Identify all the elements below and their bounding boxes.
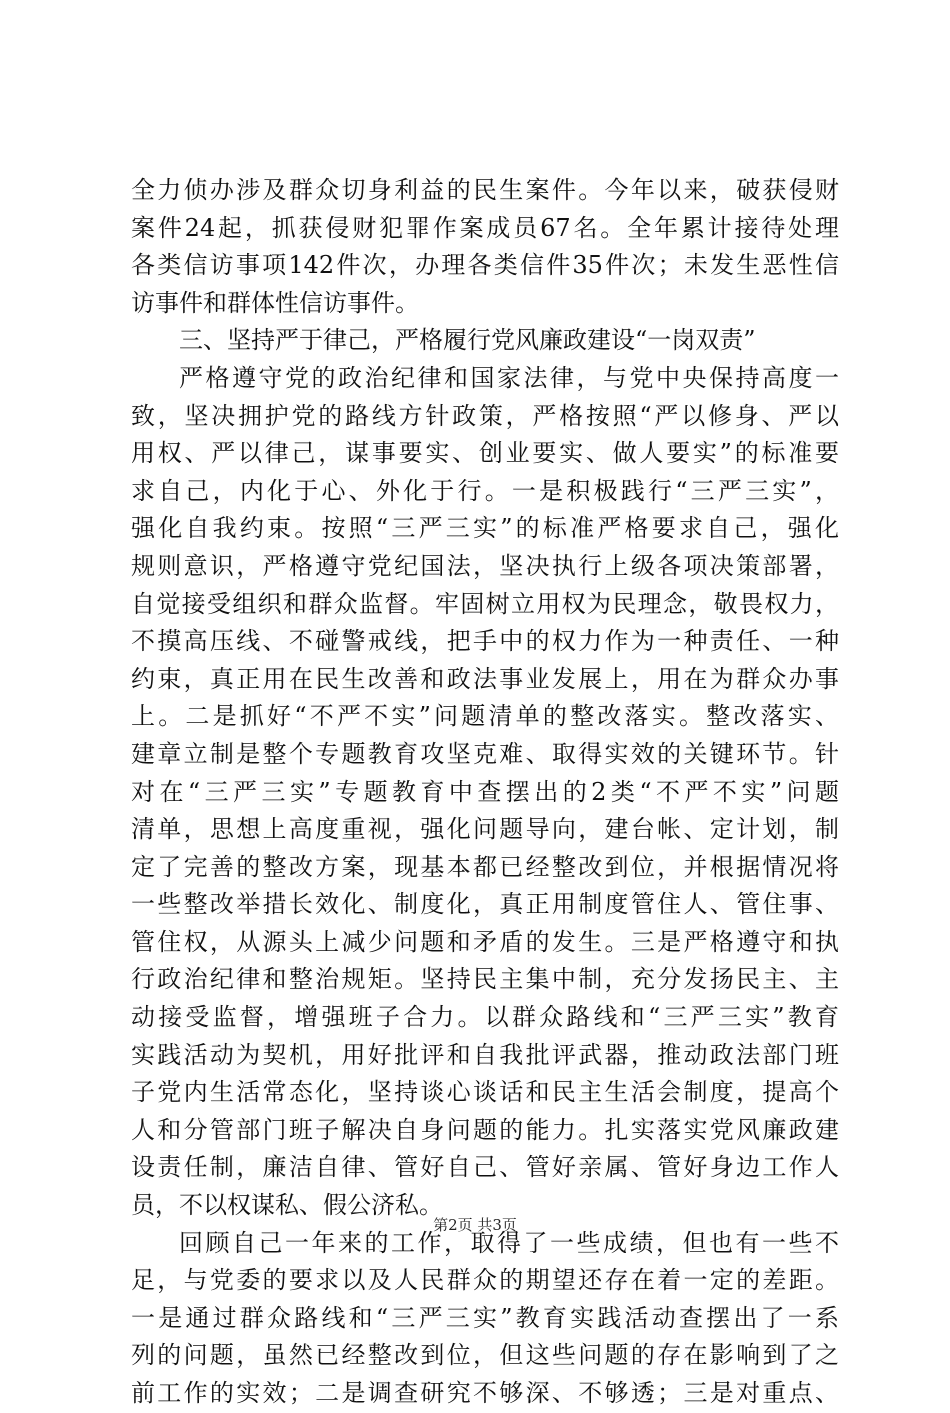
text-line: 回顾自己一年来的工作，取得了一些成绩，但也有一些不 — [179, 1228, 839, 1257]
text-line: 定了完善的整改方案，现基本都已经整改到位，并根据情况将 — [131, 852, 839, 881]
text-line: 三、坚持严于律己，严格履行党风廉政建设“一岗双责” — [179, 326, 756, 355]
text-line: 案件24起，抓获侵财犯罪作案成员67名。全年累计接待处理 — [131, 213, 839, 242]
text-line: 设责任制，廉洁自律、管好自己、管好亲属、管好身边工作人 — [131, 1153, 839, 1182]
text-line: 员，不以权谋私、假公济私。 — [131, 1191, 443, 1220]
text-line: 全力侦办涉及群众切身利益的民生案件。今年以来，破获侵财 — [131, 176, 839, 204]
text-line: 约束，真正用在民生改善和政法事业发展上，用在为群众办事 — [131, 664, 839, 693]
text-line: 列的问题，虽然已经整改到位，但这些问题的存在影响到了之 — [131, 1341, 839, 1370]
text-line: 一是通过群众路线和“三严三实”教育实践活动查摆出了一系 — [131, 1303, 839, 1332]
text-line: 自觉接受组织和群众监督。牢固树立用权为民理念，敬畏权力， — [131, 589, 839, 618]
page-footer: 第2页 共3页 — [433, 1216, 517, 1234]
text-line: 管住权，从源头上减少问题和矛盾的发生。三是严格遵守和执 — [131, 927, 839, 956]
text-line: 用权、严以律己，谋事要实、创业要实、做人要实”的标准要 — [131, 439, 839, 468]
text-line: 规则意识，严格遵守党纪国法，坚决执行上级各项决策部署， — [131, 551, 839, 580]
text-line: 各类信访事项142件次，办理各类信件35件次；未发生恶性信 — [131, 251, 839, 280]
text-line: 前工作的实效；二是调查研究不够深、不够透；三是对重点、 — [131, 1379, 839, 1407]
text-line: 动接受监督，增强班子合力。以群众路线和“三严三实”教育 — [131, 1003, 839, 1032]
text-line: 强化自我约束。按照“三严三实”的标准严格要求自己，强化 — [131, 514, 839, 543]
text-line: 严格遵守党的政治纪律和国家法律，与党中央保持高度一 — [179, 363, 839, 392]
text-line: 建章立制是整个专题教育攻坚克难、取得实效的关键环节。针 — [131, 739, 839, 768]
text-line: 访事件和群体性信访事件。 — [131, 288, 419, 317]
text-line: 不摸高压线、不碰警戒线，把手中的权力作为一种责任、一种 — [131, 627, 839, 656]
text-line: 实践活动为契机，用好批评和自我批评武器，推动政法部门班 — [131, 1040, 839, 1069]
text-line: 求自己，内化于心、外化于行。一是积极践行“三严三实”， — [131, 476, 839, 505]
text-line: 清单，思想上高度重视，强化问题导向，建台帐、定计划，制 — [131, 815, 839, 844]
text-line: 足，与党委的要求以及人民群众的期望还存在着一定的差距。 — [131, 1266, 839, 1295]
text-line: 行政治纪律和整治规矩。坚持民主集中制，充分发扬民主、主 — [131, 965, 839, 994]
text-line: 对在“三严三实”专题教育中查摆出的2类“不严不实”问题 — [131, 777, 839, 806]
text-line: 子党内生活常态化，坚持谈心谈话和民主生活会制度，提高个 — [131, 1078, 839, 1107]
text-line: 一些整改举措长效化、制度化，真正用制度管住人、管住事、 — [131, 890, 839, 919]
text-line: 人和分管部门班子解决自身问题的能力。扎实落实党风廉政建 — [131, 1115, 839, 1144]
text-line: 上。二是抓好“不严不实”问题清单的整改落实。整改落实、 — [131, 702, 839, 731]
text-line: 致，坚决拥护党的路线方针政策，严格按照“严以修身、严以 — [131, 401, 839, 430]
